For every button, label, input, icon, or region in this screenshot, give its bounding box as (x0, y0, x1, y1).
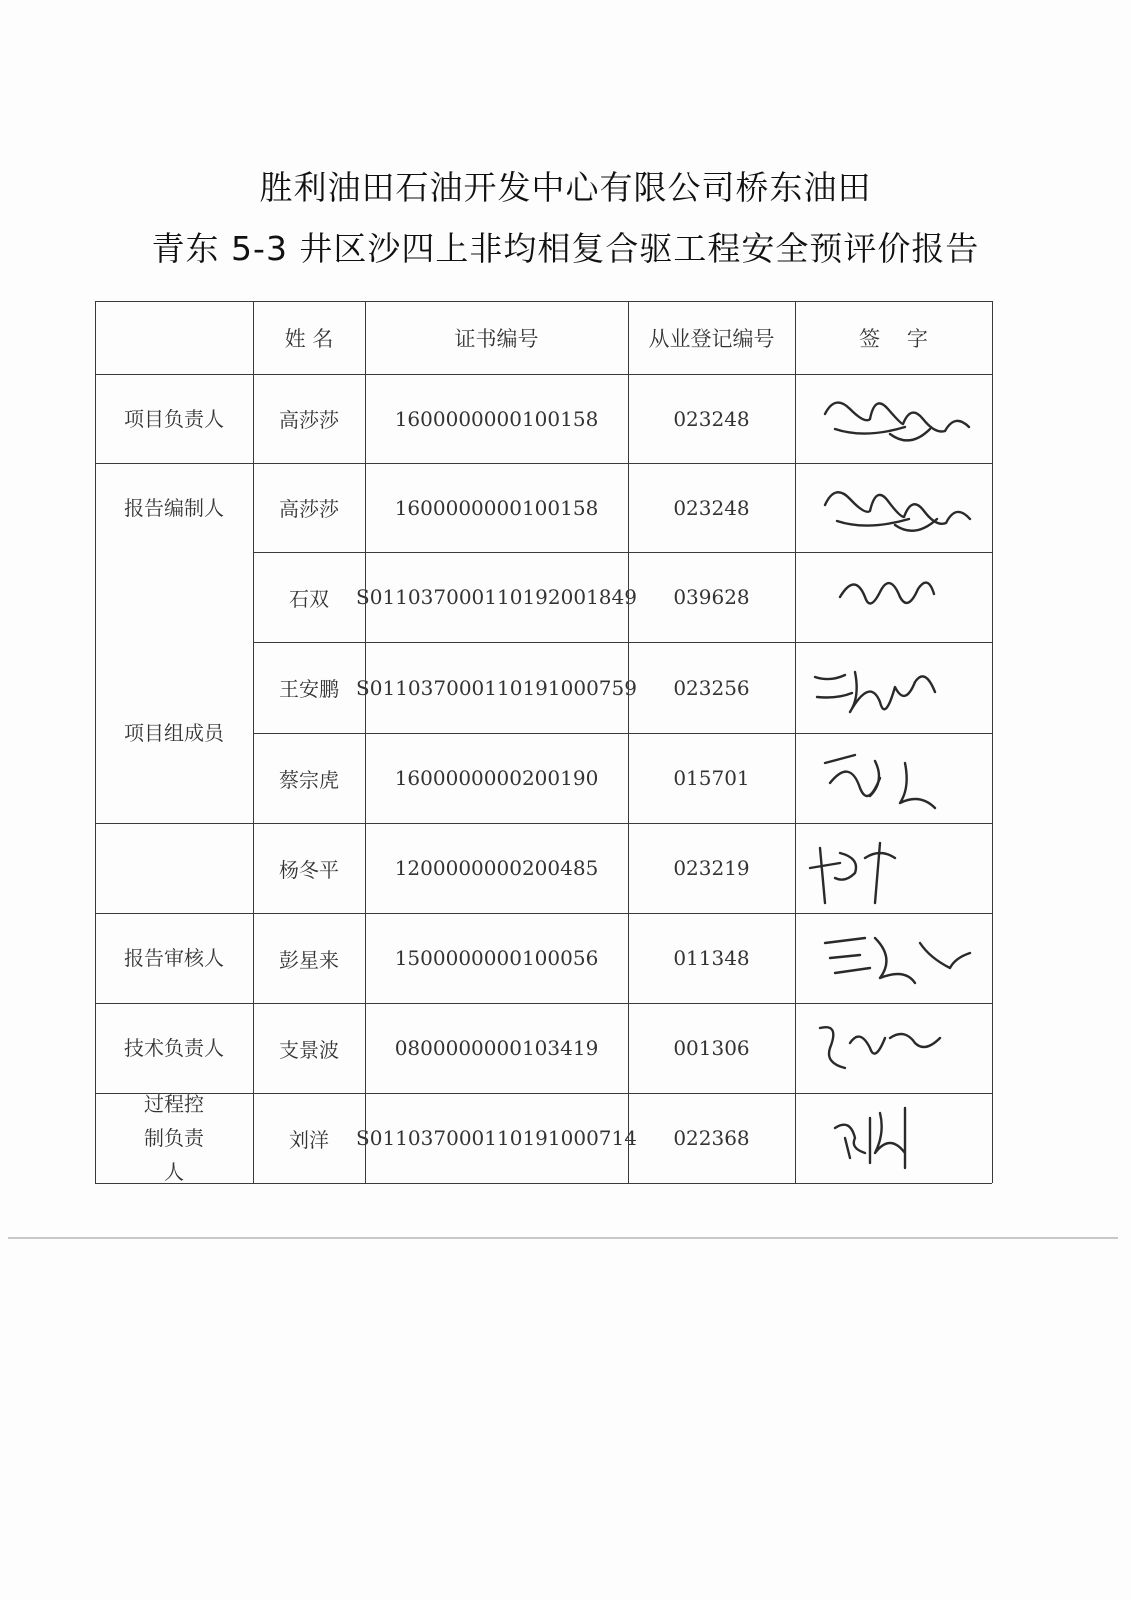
handwritten-signature (795, 1093, 992, 1183)
handwritten-signature (795, 374, 992, 463)
table-rule (95, 1093, 992, 1094)
page-divider (8, 1237, 1118, 1239)
registration-number-cell: 023219 (673, 856, 750, 880)
registration-number-cell: 022368 (673, 1126, 750, 1150)
name-cell: 刘洋 (289, 1127, 329, 1152)
table-rule (365, 301, 366, 1183)
table-rule (95, 1183, 992, 1184)
cert-number-cell: S011037000110191000714 (356, 1126, 637, 1150)
handwritten-signature (795, 1003, 992, 1093)
handwritten-signature (795, 642, 992, 733)
role-cell: 技术负责人 (124, 1036, 224, 1060)
cert-number-cell: 1600000000100158 (394, 406, 599, 431)
name-cell: 石双 (289, 586, 329, 611)
header-role (95, 301, 253, 374)
role-cell: 过程控制负责人 (144, 1092, 204, 1184)
cert-number-cell: 1200000000200485 (394, 856, 599, 880)
name-cell: 支景波 (279, 1037, 339, 1062)
header-registration-number: 从业登记编号 (648, 326, 775, 351)
registration-number-cell: 039628 (673, 585, 750, 609)
registration-number-cell: 015701 (673, 766, 750, 790)
table-rule (253, 642, 992, 643)
name-cell: 杨冬平 (279, 857, 339, 882)
name-cell: 高莎莎 (279, 408, 339, 432)
table-rule (628, 301, 629, 1183)
table-rule (992, 301, 993, 1183)
report-title-line-1: 胜利油田石油开发中心有限公司桥东油田 (259, 168, 872, 207)
role-cell: 项目负责人 (124, 406, 224, 431)
table-rule (95, 1003, 992, 1004)
cert-number-cell: 0800000000103419 (394, 1036, 599, 1060)
name-cell: 蔡宗虎 (279, 767, 339, 792)
table-rule (95, 374, 992, 375)
registration-number-cell: 023248 (673, 406, 750, 431)
table-rule (253, 552, 992, 553)
handwritten-signature (795, 463, 992, 552)
cert-number-cell: S011037000110192001849 (356, 585, 637, 609)
handwritten-signature (795, 913, 992, 1003)
cert-number-cell: S011037000110191000759 (356, 675, 637, 700)
table-rule (95, 463, 992, 464)
report-title-line-2: 青东 5-3 井区沙四上非均相复合驱工程安全预评价报告 (151, 229, 980, 268)
handwritten-signature (795, 823, 992, 913)
table-rule (95, 301, 992, 302)
registration-number-cell: 001306 (673, 1036, 750, 1060)
cert-number-cell: 1600000000200190 (394, 766, 599, 790)
handwritten-signature (795, 733, 992, 823)
name-cell: 彭星来 (279, 947, 339, 972)
table-rule (253, 301, 254, 1183)
registration-number-cell: 023256 (673, 675, 750, 700)
header-cert-number: 证书编号 (454, 326, 539, 351)
registration-number-cell: 011348 (673, 946, 750, 970)
table-rule (253, 733, 992, 734)
handwritten-signature (795, 552, 992, 642)
name-cell: 高莎莎 (279, 497, 339, 521)
table-rule (95, 913, 992, 914)
header-name: 姓 名 (284, 326, 334, 351)
role-cell: 项目组成员 (124, 720, 224, 745)
registration-number-cell: 023248 (673, 495, 750, 520)
table-rule (795, 301, 796, 1183)
name-cell: 王安鹏 (279, 677, 339, 701)
role-cell: 报告审核人 (124, 946, 224, 970)
role-cell: 报告编制人 (124, 495, 224, 520)
header-signature: 签 字 (859, 326, 928, 351)
table-rule (95, 301, 96, 1183)
cert-number-cell: 1600000000100158 (394, 495, 599, 520)
cert-number-cell: 1500000000100056 (394, 946, 599, 970)
table-rule (95, 823, 992, 824)
